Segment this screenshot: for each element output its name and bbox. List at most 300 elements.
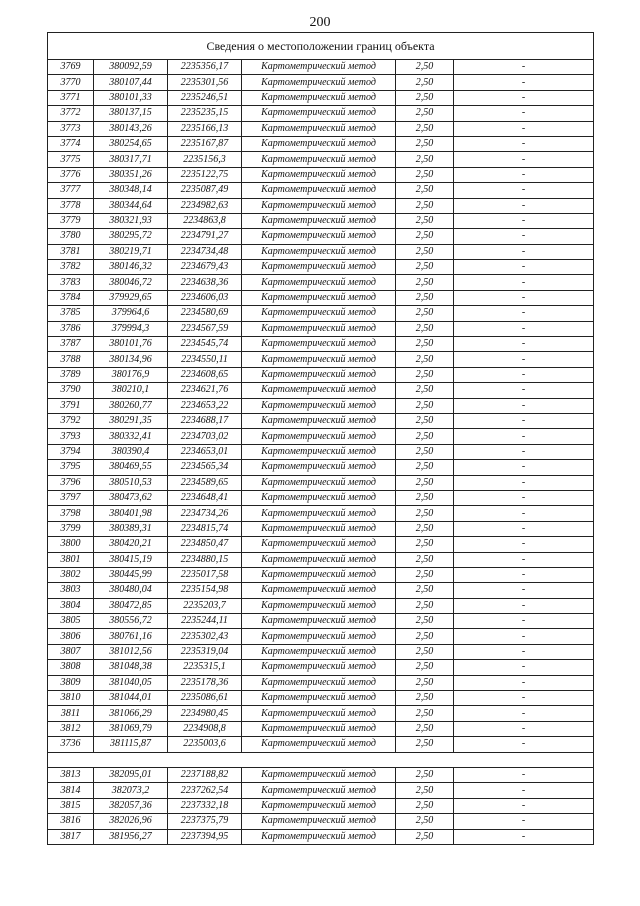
table-row [48,244,594,259]
y-coordinate-cell: 2235315,1 [168,660,242,675]
table-row [48,383,594,398]
table-row [48,152,594,167]
y-coordinate-cell: 2234653,22 [168,398,242,413]
table-row [48,290,594,305]
description-cell: - [454,660,594,675]
point-number-cell: 3771 [48,90,94,105]
table-row [48,60,594,75]
x-coordinate-cell: 380107,44 [94,75,168,90]
description-cell: - [454,167,594,182]
description-cell: - [454,691,594,706]
point-number-cell: 3791 [48,398,94,413]
accuracy-cell: 2,50 [396,583,454,598]
method-cell: Картометрический метод [242,60,396,75]
point-number-cell: 3792 [48,413,94,428]
description-cell: - [454,244,594,259]
method-cell: Картометрический метод [242,321,396,336]
y-coordinate-cell: 2234734,26 [168,506,242,521]
accuracy-cell: 2,50 [396,198,454,213]
accuracy-cell: 2,50 [396,537,454,552]
accuracy-cell: 2,50 [396,829,454,844]
y-coordinate-cell: 2234621,76 [168,383,242,398]
table-row [48,429,594,444]
accuracy-cell: 2,50 [396,398,454,413]
accuracy-cell: 2,50 [396,106,454,121]
y-coordinate-cell: 2237394,95 [168,829,242,844]
y-coordinate-cell: 2234982,63 [168,198,242,213]
accuracy-cell: 2,50 [396,383,454,398]
accuracy-cell: 2,50 [396,244,454,259]
point-number-cell: 3809 [48,675,94,690]
table-row [48,506,594,521]
description-cell: - [454,706,594,721]
y-coordinate-cell: 2235003,6 [168,737,242,752]
accuracy-cell: 2,50 [396,660,454,675]
x-coordinate-cell: 381012,56 [94,644,168,659]
description-cell: - [454,767,594,782]
accuracy-cell: 2,50 [396,675,454,690]
x-coordinate-cell: 381066,29 [94,706,168,721]
accuracy-cell: 2,50 [396,598,454,613]
method-cell: Картометрический метод [242,598,396,613]
point-number-cell: 3802 [48,567,94,582]
description-cell: - [454,60,594,75]
point-number-cell: 3778 [48,198,94,213]
x-coordinate-cell: 380321,93 [94,213,168,228]
y-coordinate-cell: 2234606,03 [168,290,242,305]
description-cell: - [454,183,594,198]
x-coordinate-cell: 380761,16 [94,629,168,644]
description-cell: - [454,429,594,444]
accuracy-cell: 2,50 [396,337,454,352]
x-coordinate-cell: 380415,19 [94,552,168,567]
y-coordinate-cell: 2234653,01 [168,444,242,459]
table-row [48,629,594,644]
method-cell: Картометрический метод [242,183,396,198]
description-cell: - [454,337,594,352]
method-cell: Картометрический метод [242,352,396,367]
method-cell: Картометрический метод [242,552,396,567]
method-cell: Картометрический метод [242,829,396,844]
y-coordinate-cell: 2235154,98 [168,583,242,598]
table-row [48,413,594,428]
method-cell: Картометрический метод [242,121,396,136]
description-cell: - [454,521,594,536]
y-coordinate-cell: 2234565,34 [168,460,242,475]
x-coordinate-cell: 380472,85 [94,598,168,613]
accuracy-cell: 2,50 [396,475,454,490]
x-coordinate-cell: 382026,96 [94,814,168,829]
table-row [48,567,594,582]
x-coordinate-cell: 380389,31 [94,521,168,536]
y-coordinate-cell: 2234608,65 [168,367,242,382]
accuracy-cell: 2,50 [396,90,454,105]
table-row [48,583,594,598]
method-cell: Картометрический метод [242,721,396,736]
method-cell: Картометрический метод [242,229,396,244]
accuracy-cell: 2,50 [396,429,454,444]
table-row [48,475,594,490]
x-coordinate-cell: 380046,72 [94,275,168,290]
accuracy-cell: 2,50 [396,567,454,582]
accuracy-cell: 2,50 [396,798,454,813]
y-coordinate-cell: 2235017,58 [168,567,242,582]
x-coordinate-cell: 380317,71 [94,152,168,167]
description-cell: - [454,198,594,213]
description-cell: - [454,629,594,644]
method-cell: Картометрический метод [242,444,396,459]
y-coordinate-cell: 2234545,74 [168,337,242,352]
description-cell: - [454,583,594,598]
method-cell: Картометрический метод [242,383,396,398]
method-cell: Картометрический метод [242,460,396,475]
table-row [48,537,594,552]
point-number-cell: 3814 [48,783,94,798]
description-cell: - [454,737,594,752]
y-coordinate-cell: 2235087,49 [168,183,242,198]
point-number-cell: 3813 [48,767,94,782]
method-cell: Картометрический метод [242,152,396,167]
accuracy-cell: 2,50 [396,152,454,167]
x-coordinate-cell: 380219,71 [94,244,168,259]
x-coordinate-cell: 380510,53 [94,475,168,490]
y-coordinate-cell: 2234850,47 [168,537,242,552]
point-number-cell: 3782 [48,260,94,275]
description-cell: - [454,136,594,151]
x-coordinate-cell: 380146,32 [94,260,168,275]
x-coordinate-cell: 380101,76 [94,337,168,352]
x-coordinate-cell: 380260,77 [94,398,168,413]
x-coordinate-cell: 379929,65 [94,290,168,305]
description-cell: - [454,614,594,629]
method-cell: Картометрический метод [242,290,396,305]
method-cell: Картометрический метод [242,306,396,321]
method-cell: Картометрический метод [242,275,396,290]
point-number-cell: 3736 [48,737,94,752]
y-coordinate-cell: 2235156,3 [168,152,242,167]
y-coordinate-cell: 2235178,36 [168,675,242,690]
accuracy-cell: 2,50 [396,706,454,721]
table-row [48,814,594,829]
table-row [48,706,594,721]
table-row [48,106,594,121]
accuracy-cell: 2,50 [396,306,454,321]
table-row [48,798,594,813]
x-coordinate-cell: 379964,6 [94,306,168,321]
point-number-cell: 3815 [48,798,94,813]
table-row [48,229,594,244]
table-row [48,260,594,275]
point-number-cell: 3788 [48,352,94,367]
x-coordinate-cell: 381115,87 [94,737,168,752]
method-cell: Картометрический метод [242,260,396,275]
x-coordinate-cell: 380143,26 [94,121,168,136]
y-coordinate-cell: 2235301,56 [168,75,242,90]
accuracy-cell: 2,50 [396,783,454,798]
accuracy-cell: 2,50 [396,352,454,367]
description-cell: - [454,352,594,367]
description-cell: - [454,121,594,136]
table-row [48,737,594,752]
accuracy-cell: 2,50 [396,490,454,505]
y-coordinate-cell: 2234815,74 [168,521,242,536]
x-coordinate-cell: 379994,3 [94,321,168,336]
table-row [48,183,594,198]
point-number-cell: 3810 [48,691,94,706]
accuracy-cell: 2,50 [396,290,454,305]
point-number-cell: 3790 [48,383,94,398]
table-row [48,521,594,536]
y-coordinate-cell: 2235086,61 [168,691,242,706]
x-coordinate-cell: 380344,64 [94,198,168,213]
table-row [48,198,594,213]
point-number-cell: 3789 [48,367,94,382]
table-row [48,721,594,736]
description-cell: - [454,413,594,428]
point-number-cell: 3806 [48,629,94,644]
accuracy-cell: 2,50 [396,413,454,428]
point-number-cell: 3807 [48,644,94,659]
x-coordinate-cell: 380420,21 [94,537,168,552]
point-number-cell: 3780 [48,229,94,244]
point-number-cell: 3795 [48,460,94,475]
description-cell: - [454,506,594,521]
section-separator-row [48,752,594,767]
accuracy-cell: 2,50 [396,614,454,629]
point-number-cell: 3800 [48,537,94,552]
accuracy-cell: 2,50 [396,521,454,536]
description-cell: - [454,275,594,290]
x-coordinate-cell: 380480,04 [94,583,168,598]
point-number-cell: 3775 [48,152,94,167]
y-coordinate-cell: 2234589,65 [168,475,242,490]
point-number-cell: 3801 [48,552,94,567]
accuracy-cell: 2,50 [396,767,454,782]
x-coordinate-cell: 380445,99 [94,567,168,582]
description-cell: - [454,798,594,813]
x-coordinate-cell: 381044,01 [94,691,168,706]
method-cell: Картометрический метод [242,90,396,105]
method-cell: Картометрический метод [242,629,396,644]
method-cell: Картометрический метод [242,106,396,121]
table-row [48,321,594,336]
x-coordinate-cell: 380469,55 [94,460,168,475]
table-row [48,767,594,782]
table-row [48,691,594,706]
y-coordinate-cell: 2235122,75 [168,167,242,182]
description-cell: - [454,213,594,228]
table-row [48,644,594,659]
y-coordinate-cell: 2234567,59 [168,321,242,336]
method-cell: Картометрический метод [242,567,396,582]
method-cell: Картометрический метод [242,660,396,675]
y-coordinate-cell: 2237188,82 [168,767,242,782]
point-number-cell: 3811 [48,706,94,721]
table-row [48,337,594,352]
accuracy-cell: 2,50 [396,60,454,75]
accuracy-cell: 2,50 [396,229,454,244]
accuracy-cell: 2,50 [396,136,454,151]
point-number-cell: 3776 [48,167,94,182]
accuracy-cell: 2,50 [396,367,454,382]
y-coordinate-cell: 2234679,43 [168,260,242,275]
description-cell: - [454,383,594,398]
description-cell: - [454,90,594,105]
accuracy-cell: 2,50 [396,275,454,290]
description-cell: - [454,229,594,244]
x-coordinate-cell: 381040,05 [94,675,168,690]
accuracy-cell: 2,50 [396,260,454,275]
table-row [48,167,594,182]
table-title-row [48,33,594,60]
table-row [48,352,594,367]
description-cell: - [454,460,594,475]
method-cell: Картометрический метод [242,75,396,90]
point-number-cell: 3798 [48,506,94,521]
description-cell: - [454,306,594,321]
y-coordinate-cell: 2234734,48 [168,244,242,259]
y-coordinate-cell: 2234908,8 [168,721,242,736]
method-cell: Картометрический метод [242,614,396,629]
point-number-cell: 3799 [48,521,94,536]
y-coordinate-cell: 2234638,36 [168,275,242,290]
accuracy-cell: 2,50 [396,213,454,228]
point-number-cell: 3803 [48,583,94,598]
page-number: 200 [309,15,331,30]
description-cell: - [454,398,594,413]
method-cell: Картометрический метод [242,706,396,721]
table-row [48,614,594,629]
y-coordinate-cell: 2234550,11 [168,352,242,367]
description-cell: - [454,675,594,690]
accuracy-cell: 2,50 [396,183,454,198]
method-cell: Картометрический метод [242,490,396,505]
table-row [48,306,594,321]
x-coordinate-cell: 380295,72 [94,229,168,244]
description-cell: - [454,106,594,121]
x-coordinate-cell: 382057,36 [94,798,168,813]
description-cell: - [454,260,594,275]
table-row [48,444,594,459]
x-coordinate-cell: 380348,14 [94,183,168,198]
description-cell: - [454,290,594,305]
method-cell: Картометрический метод [242,367,396,382]
table-row [48,460,594,475]
point-number-cell: 3812 [48,721,94,736]
point-number-cell: 3783 [48,275,94,290]
method-cell: Картометрический метод [242,814,396,829]
y-coordinate-cell: 2235235,15 [168,106,242,121]
method-cell: Картометрический метод [242,136,396,151]
y-coordinate-cell: 2237332,18 [168,798,242,813]
table-row [48,367,594,382]
accuracy-cell: 2,50 [396,121,454,136]
x-coordinate-cell: 380092,59 [94,60,168,75]
method-cell: Картометрический метод [242,337,396,352]
point-number-cell: 3797 [48,490,94,505]
y-coordinate-cell: 2235203,7 [168,598,242,613]
point-number-cell: 3805 [48,614,94,629]
point-number-cell: 3773 [48,121,94,136]
table-row [48,213,594,228]
y-coordinate-cell: 2234863,8 [168,213,242,228]
point-number-cell: 3786 [48,321,94,336]
description-cell: - [454,783,594,798]
point-number-cell: 3781 [48,244,94,259]
method-cell: Картометрический метод [242,737,396,752]
method-cell: Картометрический метод [242,537,396,552]
y-coordinate-cell: 2235246,51 [168,90,242,105]
table-row [48,783,594,798]
point-number-cell: 3779 [48,213,94,228]
method-cell: Картометрический метод [242,244,396,259]
method-cell: Картометрический метод [242,413,396,428]
description-cell: - [454,721,594,736]
table-row [48,90,594,105]
method-cell: Картометрический метод [242,798,396,813]
description-cell: - [454,321,594,336]
y-coordinate-cell: 2235167,87 [168,136,242,151]
y-coordinate-cell: 2234980,45 [168,706,242,721]
x-coordinate-cell: 380401,98 [94,506,168,521]
separator-cell [48,752,594,767]
method-cell: Картометрический метод [242,506,396,521]
y-coordinate-cell: 2234703,02 [168,429,242,444]
x-coordinate-cell: 382073,2 [94,783,168,798]
accuracy-cell: 2,50 [396,444,454,459]
table-row [48,829,594,844]
y-coordinate-cell: 2235244,11 [168,614,242,629]
description-cell: - [454,598,594,613]
point-number-cell: 3808 [48,660,94,675]
point-number-cell: 3774 [48,136,94,151]
point-number-cell: 3785 [48,306,94,321]
x-coordinate-cell: 380473,62 [94,490,168,505]
x-coordinate-cell: 380351,26 [94,167,168,182]
table-title: Сведения о местоположении границ объекта [48,33,594,60]
accuracy-cell: 2,50 [396,629,454,644]
accuracy-cell: 2,50 [396,167,454,182]
description-cell: - [454,152,594,167]
method-cell: Картометрический метод [242,198,396,213]
method-cell: Картометрический метод [242,398,396,413]
accuracy-cell: 2,50 [396,75,454,90]
table-row [48,75,594,90]
y-coordinate-cell: 2234580,69 [168,306,242,321]
table-row [48,675,594,690]
point-number-cell: 3793 [48,429,94,444]
y-coordinate-cell: 2235166,13 [168,121,242,136]
x-coordinate-cell: 380556,72 [94,614,168,629]
x-coordinate-cell: 380390,4 [94,444,168,459]
method-cell: Картометрический метод [242,213,396,228]
description-cell: - [454,567,594,582]
point-number-cell: 3777 [48,183,94,198]
x-coordinate-cell: 382095,01 [94,767,168,782]
y-coordinate-cell: 2234880,15 [168,552,242,567]
description-cell: - [454,367,594,382]
x-coordinate-cell: 380176,9 [94,367,168,382]
method-cell: Картометрический метод [242,675,396,690]
y-coordinate-cell: 2234688,17 [168,413,242,428]
description-cell: - [454,75,594,90]
accuracy-cell: 2,50 [396,552,454,567]
point-number-cell: 3817 [48,829,94,844]
method-cell: Картометрический метод [242,783,396,798]
accuracy-cell: 2,50 [396,814,454,829]
table-row [48,275,594,290]
description-cell: - [454,475,594,490]
